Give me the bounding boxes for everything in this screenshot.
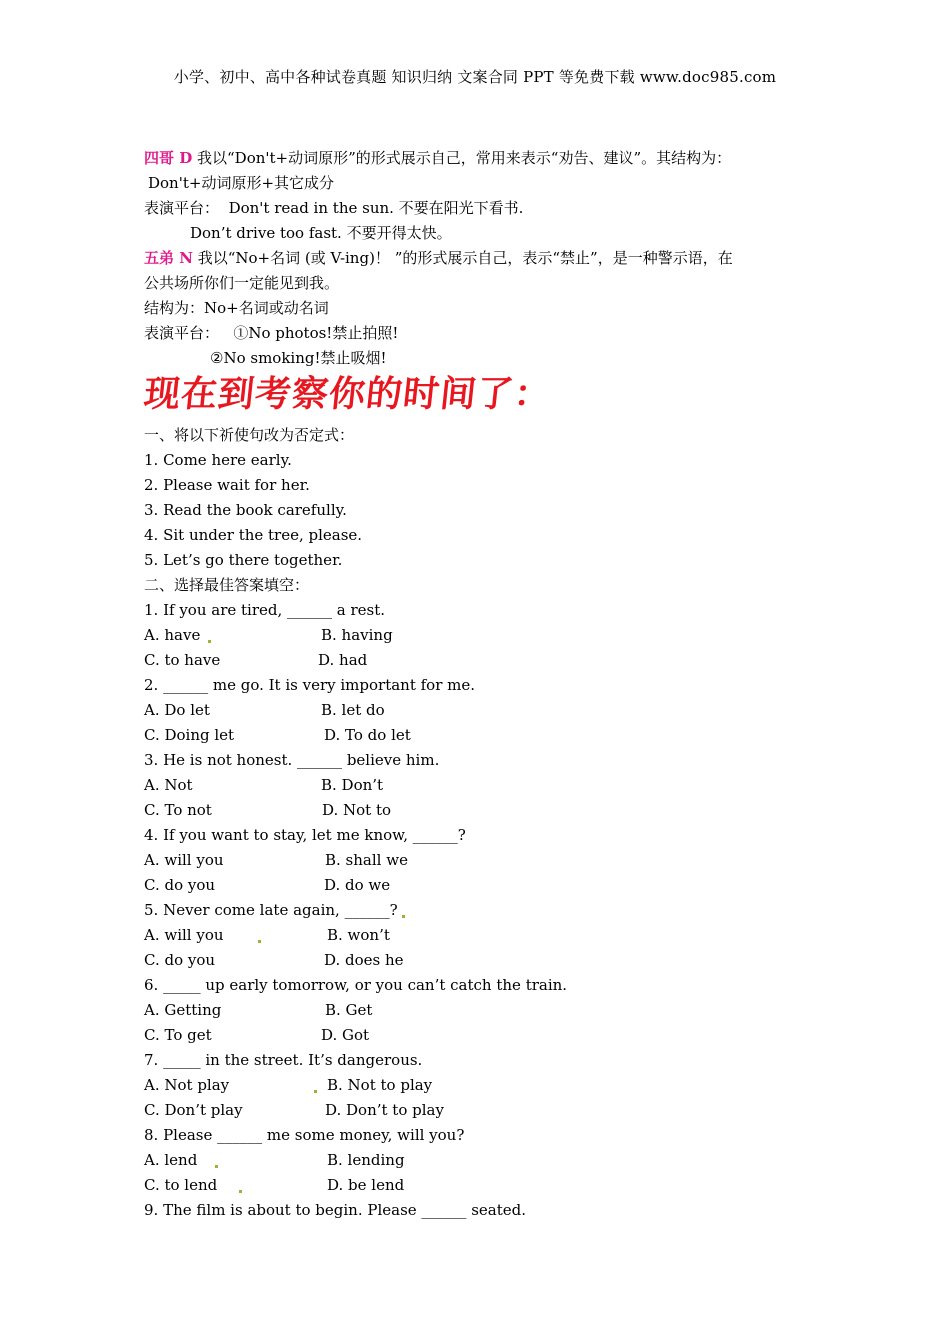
list-item: 4. Sit under the tree, please.	[144, 526, 363, 544]
option-a: A. Not play	[144, 1073, 327, 1098]
option-row	[144, 1073, 824, 1098]
dot-mark	[208, 640, 211, 643]
option-b: B. Not to play	[327, 1076, 433, 1094]
option-c: C. Doing let	[144, 726, 235, 744]
option-b: B. shall we	[325, 851, 408, 869]
section-n-structure: 结构为：No+名词或动名词	[144, 299, 329, 317]
question: 8. Please ______ me some money, will you?	[144, 1126, 465, 1144]
question: 2. ______ me go. It is very important for me.	[144, 676, 476, 694]
section-d-tag: 四哥 D	[144, 149, 193, 167]
section-n-text-2: 公共场所你们一定能见到我。	[144, 274, 340, 292]
option-row	[144, 1148, 824, 1173]
question: 4. If you want to stay, let me know, ______?	[144, 826, 466, 844]
question: 5. Never come late again, ______?	[144, 898, 824, 923]
question: 9. The film is about to begin. Please ______ seated.	[144, 1201, 526, 1219]
option-row	[144, 923, 824, 948]
example-text: ①No photos!禁止拍照!	[233, 324, 399, 342]
option-c: C. Don’t play	[144, 1101, 243, 1119]
option-row	[144, 998, 824, 1023]
part1-title: 一、将以下祈使句改为否定式：	[144, 426, 355, 444]
option-row	[144, 1173, 824, 1198]
dot-mark	[239, 1190, 242, 1193]
option-b: B. won’t	[327, 926, 390, 944]
option-c: C. to lend	[144, 1173, 327, 1198]
option-b: B. Don’t	[321, 776, 384, 794]
part2-title: 二、选择最佳答案填空：	[144, 576, 310, 594]
option-a: A. Not	[144, 776, 193, 794]
option-a: A. will you	[144, 851, 224, 869]
option-d: D. To do let	[324, 726, 411, 744]
option-row	[144, 1098, 824, 1123]
option-row	[144, 773, 824, 798]
section-d-example-1	[144, 196, 824, 221]
quiz-banner: 现在到考察你的时间了：	[141, 374, 554, 415]
option-d: D. had	[318, 651, 368, 669]
stage-label: 表演平台：	[144, 324, 220, 342]
list-item: 5. Let’s go there together.	[144, 551, 343, 569]
option-a: A. have	[144, 623, 321, 648]
option-a: A. Do let	[144, 701, 210, 719]
option-row	[144, 723, 824, 748]
question: 6. _____ up early tomorrow, or you can’t catch the train.	[144, 976, 568, 994]
option-d: D. does he	[324, 951, 404, 969]
page-header: 小学、初中、高中各种试卷真题 知识归纳 文案合同 PPT 等免费下载 www.doc985.com	[173, 68, 777, 86]
stage-label: 表演平台：	[144, 199, 220, 217]
section-n-example-1	[144, 321, 824, 346]
option-a: A. Getting	[144, 1001, 222, 1019]
option-row	[144, 873, 824, 898]
option-b: B. Get	[325, 1001, 373, 1019]
document-body	[141, 146, 824, 1223]
list-item: 3. Read the book carefully.	[144, 501, 347, 519]
section-d-structure: Don't+动词原形+其它成分	[148, 174, 335, 192]
example-text: Don't read in the sun. 不要在阳光下看书.	[228, 199, 524, 217]
option-c: C. do you	[144, 951, 216, 969]
dot-mark	[258, 940, 261, 943]
option-d: D. Not to	[322, 801, 392, 819]
option-a: A. lend	[144, 1148, 327, 1173]
option-b: B. lending	[327, 1151, 405, 1169]
section-n-intro	[144, 246, 824, 271]
list-item: 1. Come here early.	[144, 451, 292, 469]
section-n-example-2: ②No smoking!禁止吸烟!	[210, 349, 387, 367]
option-c: C. do you	[144, 876, 216, 894]
section-d-example-2: Don’t drive too fast. 不要开得太快。	[190, 224, 452, 242]
option-row	[144, 848, 824, 873]
section-n-text: 我以“No+名词 (或 V-ing)！ ”的形式展示自己，表示“禁止”，是一种警示语，在	[192, 249, 733, 267]
question: 7. _____ in the street. It’s dangerous.	[144, 1051, 423, 1069]
option-c: C. To get	[144, 1026, 212, 1044]
option-row	[144, 623, 824, 648]
option-d: D. Don’t to play	[325, 1101, 444, 1119]
dot-mark	[215, 1165, 218, 1168]
section-d-text: 我以“Don't+动词原形”的形式展示自己，常用来表示“劝告、建议”。其结构为：	[192, 149, 732, 167]
option-row	[144, 948, 824, 973]
option-b: B. let do	[321, 701, 385, 719]
question: 3. He is not honest. ______ believe him.	[144, 751, 440, 769]
option-d: D. Got	[321, 1026, 370, 1044]
option-c: C. To not	[144, 801, 212, 819]
option-b: B. having	[321, 626, 393, 644]
option-a: A. will you	[144, 923, 327, 948]
dot-mark	[314, 1090, 317, 1093]
option-d: D. do we	[324, 876, 391, 894]
option-row	[144, 648, 824, 673]
option-c: C. to have	[144, 651, 221, 669]
section-d-intro	[144, 146, 824, 171]
list-item: 2. Please wait for her.	[144, 476, 310, 494]
option-row	[144, 1023, 824, 1048]
option-d: D. be lend	[327, 1176, 405, 1194]
section-n-tag: 五弟 N	[144, 249, 193, 267]
option-row	[144, 798, 824, 823]
dot-mark	[402, 915, 405, 918]
option-row	[144, 698, 824, 723]
question: 1. If you are tired, ______ a rest.	[144, 601, 386, 619]
